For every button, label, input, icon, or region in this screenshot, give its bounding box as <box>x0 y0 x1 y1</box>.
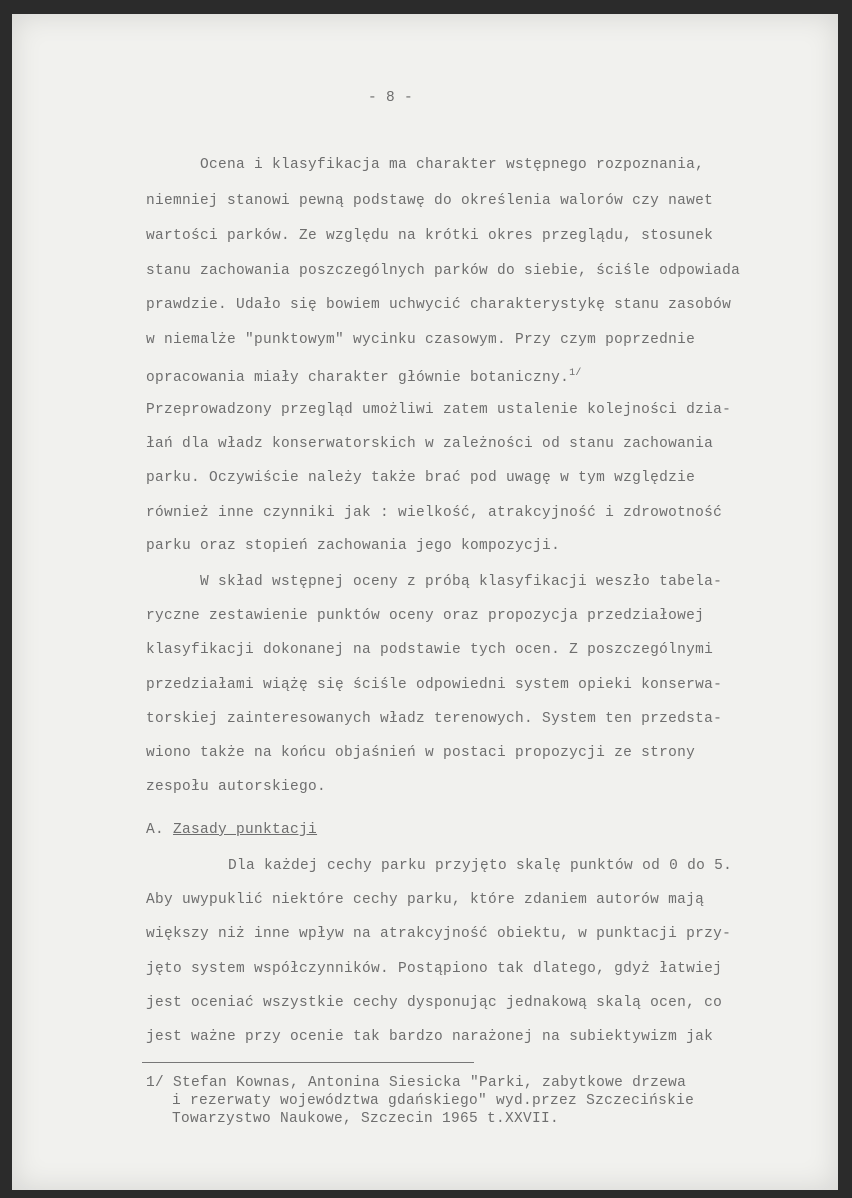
paragraph-line: wartości parków. Ze względu na krótki okres przeglądu, stosunek <box>146 228 714 244</box>
paragraph-line: jest oceniać wszystkie cechy dysponując jednakową skalą ocen, co <box>146 995 723 1011</box>
paragraph-line: w niemalże "punktowym" wycinku czasowym. Przy czym poprzednie <box>146 332 696 348</box>
paragraph-line: jęto system współczynników. Postąpiono tak dlatego, gdyż łatwiej <box>146 961 723 977</box>
paragraph-line: parku. Oczywiście należy także brać pod uwagę w tym względzie <box>146 470 696 486</box>
paragraph-line: Przeprowadzony przegląd umożliwi zatem ustalenie kolejności dzia- <box>146 402 732 418</box>
paragraph-line: większy niż inne wpływ na atrakcyjność obiektu, w punktacji przy- <box>146 926 732 942</box>
paragraph-line: ryczne zestawienie punktów oceny oraz propozycja przedziałowej <box>146 608 705 624</box>
paragraph-line: łań dla władz konserwatorskich w zależności od stanu zachowania <box>146 436 714 452</box>
paragraph-line: torskiej zainteresowanych władz terenowych. System ten przedsta- <box>146 711 723 727</box>
paragraph-line: jest ważne przy ocenie tak bardzo narażonej na subiektywizm jak <box>146 1029 714 1045</box>
section-prefix: A. <box>146 822 165 838</box>
paragraph-line: opracowania miały charakter głównie botaniczny.$^{1/}$ <box>146 368 582 386</box>
paragraph-line: przedziałami wiążę się ściśle odpowiedni system opieki konserwa- <box>146 677 723 693</box>
paragraph-line: prawdzie. Udało się bowiem uchwycić charakterystykę stanu zasobów <box>146 297 732 313</box>
paragraph-line: klasyfikacji dokonanej na podstawie tych ocen. Z poszczególnymi <box>146 642 714 658</box>
paragraph-line: Dla każdej cechy parku przyjęto skalę punktów od 0 do 5. <box>228 858 733 874</box>
paragraph-line: parku oraz stopień zachowania jego kompozycji. <box>146 538 561 554</box>
footnote-divider <box>142 1062 474 1063</box>
footnote-line: Towarzystwo Naukowe, Szczecin 1965 t.XXVII. <box>172 1111 560 1127</box>
section-title: Zasady punktacji <box>173 822 318 838</box>
paragraph-line: Aby uwypuklić niektóre cechy parku, które zdaniem autorów mają <box>146 892 705 908</box>
paragraph-line: Ocena i klasyfikacja ma charakter wstępnego rozpoznania, <box>200 157 705 173</box>
paragraph-line: zespołu autorskiego. <box>146 779 327 795</box>
footnote-reference: 1/ <box>569 368 582 379</box>
section-heading <box>146 820 317 840</box>
paragraph-line: W skład wstępnej oceny z próbą klasyfikacji weszło tabela- <box>200 574 723 590</box>
paragraph-line: wiono także na końcu objaśnień w postaci propozycji ze strony <box>146 745 696 761</box>
footnote-line: i rezerwaty województwa gdańskiego" wyd.przez Szczecińskie <box>172 1093 695 1109</box>
paragraph-line: niemniej stanowi pewną podstawę do określenia walorów czy nawet <box>146 193 714 209</box>
paragraph-line: również inne czynniki jak : wielkość, atrakcyjność i zdrowotność <box>146 505 723 521</box>
footnote-line: 1/ Stefan Kownas, Antonina Siesicka "Parki, zabytkowe drzewa <box>146 1075 687 1091</box>
page-number: - 8 - <box>368 90 414 106</box>
paragraph-line: stanu zachowania poszczególnych parków do siebie, ściśle odpowiada <box>146 263 741 279</box>
